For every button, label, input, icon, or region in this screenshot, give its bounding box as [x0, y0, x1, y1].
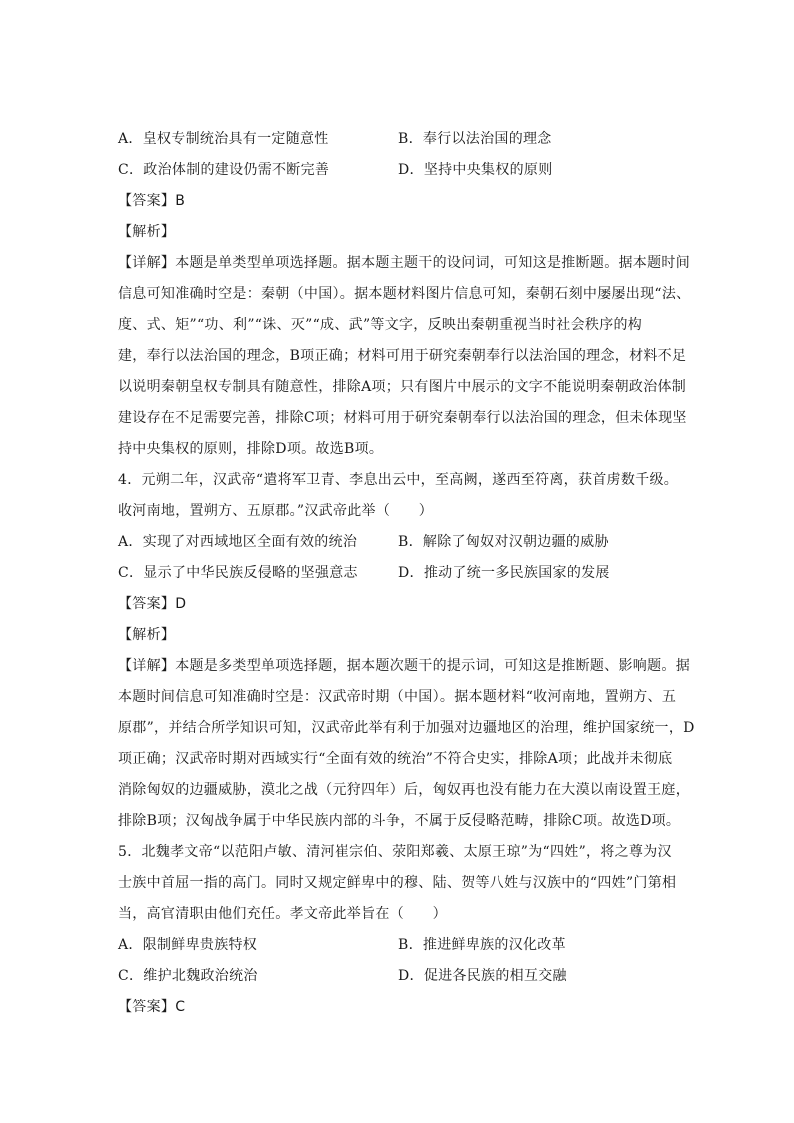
q4-detail-line: 排除B项；汉匈战争属于中华民族内部的斗争，不属于反侵略范畴，排除C项。故选D项。 — [118, 813, 681, 829]
q5-options-row-1 — [118, 930, 678, 961]
q3-detail-line: 以说明秦朝皇权专制具有随意性，排除A项；只有图片中展示的文字不能说明秦朝政治体制 — [118, 379, 687, 395]
q3-option-b: B．奉行以法治国的理念 — [398, 131, 552, 147]
q3-detail-line: 持中央集权的原则，排除D项。故选B项。 — [118, 441, 384, 457]
q3-option-c: C．政治体制的建设仍需不断完善 — [118, 162, 330, 178]
q5-option-d: D．促进各民族的相互交融 — [398, 968, 567, 984]
q5-stem-line: 5．北魏孝文帝“以范阳卢敏、清河崔宗伯、荥阳郑羲、太原王琼”为“四姓”，将之尊为汉 — [118, 844, 672, 860]
q4-detail — [118, 651, 695, 837]
q4-option-c: C．显示了中华民族反侵略的坚强意志 — [118, 565, 358, 581]
q5-answer: 【答案】C — [118, 999, 186, 1015]
q4-detail-line: 原郡”，并结合所学知识可知，汉武帝此举有利于加强对边疆地区的治理，维护国家统一，D — [118, 720, 695, 736]
q3-detail-line: 【详解】本题是单类型单项选择题。据本题主题干的设问词，可知这是推断题。据本题时间 — [118, 255, 690, 271]
document-page — [118, 124, 695, 1023]
q4-detail-line: 本题时间信息可知准确时空是：汉武帝时期（中国）。据本题材料“收河南地，置朔方、五 — [118, 689, 677, 705]
q4-option-a: A．实现了对西域地区全面有效的统治 — [118, 534, 358, 550]
q3-analysis-label: 【解析】 — [118, 224, 176, 240]
q5-options-row-2 — [118, 961, 678, 992]
q5-stem-line: 当，高官清职由他们充任。孝文帝此举旨在（ ） — [118, 906, 447, 922]
q5-stem-line: 士族中首屈一指的高门。同时又规定鲜卑中的穆、陆、贺等八姓与汉族中的“四姓”门第相 — [118, 875, 677, 891]
q4-stem-line: 收河南地，置朔方、五原郡。”汉武帝此举（ ） — [118, 503, 434, 519]
q4-option-b: B．解除了匈奴对汉朝边疆的威胁 — [398, 534, 609, 550]
q4-detail-line: 项正确；汉武帝时期对西域实行“全面有效的统治”不符合史实，排除A项；此战并未彻底 — [118, 751, 673, 767]
q3-detail-line: 度、式、矩”“功、利”“诛、灭”“成、武”等文字，反映出秦朝重视当时社会秩序的构 — [118, 317, 643, 333]
q4-options-row-1 — [118, 527, 678, 558]
q3-options-row-1 — [118, 124, 678, 155]
q4-option-d: D．推动了统一多民族国家的发展 — [398, 565, 610, 581]
q4-stem-line: 4．元朔二年，汉武帝“遣将军卫青、李息出云中，至高阙，遂西至符离，获首虏数千级。 — [118, 472, 679, 488]
q5-option-c: C．维护北魏政治统治 — [118, 968, 258, 984]
q3-answer: 【答案】B — [118, 193, 186, 209]
q3-option-d: D．坚持中央集权的原则 — [398, 162, 553, 178]
q4-answer: 【答案】D — [118, 596, 187, 612]
q3-detail — [118, 248, 691, 465]
q3-detail-line: 建，奉行以法治国的理念，B项正确；材料可用于研究秦朝奉行以法治国的理念，材料不足 — [118, 348, 687, 364]
q4-analysis-label: 【解析】 — [118, 627, 176, 643]
q4-detail-line: 消除匈奴的边疆威胁，漠北之战（元狩四年）后，匈奴再也没有能力在大漠以南设置王庭， — [118, 782, 690, 798]
q3-option-a: A．皇权专制统治具有一定随意性 — [118, 131, 329, 147]
q4-detail-line: 【详解】本题是多类型单项选择题，据本题次题干的提示词，可知这是推断题、影响题。据 — [118, 658, 690, 674]
q5-option-b: B．推进鲜卑族的汉化改革 — [398, 937, 566, 953]
q3-detail-line: 建设存在不足需要完善，排除C项；材料可用于研究秦朝奉行以法治国的理念，但未体现坚 — [118, 410, 687, 426]
q3-options-row-2 — [118, 155, 678, 186]
q3-detail-line: 信息可知准确时空是：秦朝（中国）。据本题材料图片信息可知，秦朝石刻中屡屡出现“法、 — [118, 286, 691, 302]
q5-option-a: A．限制鲜卑贵族特权 — [118, 937, 258, 953]
q4-options-row-2 — [118, 558, 678, 589]
